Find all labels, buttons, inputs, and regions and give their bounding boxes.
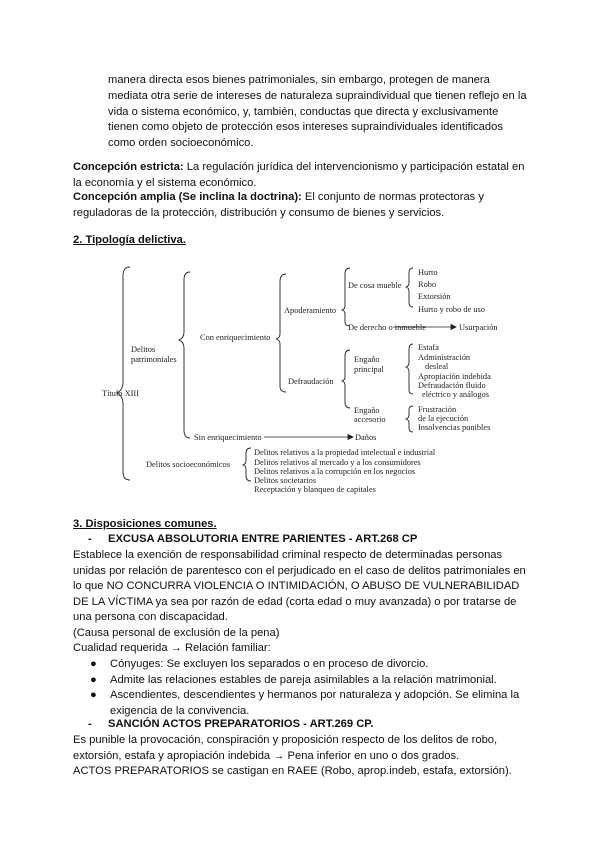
de-derecho-inmueble-label: De derecho o inmueble (348, 323, 426, 332)
excusa-line: Cualidad requerida → Relación familiar: (73, 642, 271, 654)
sancion-line: Es punible la provocación, conspiración y proposición respecto de los delitos de robo, (73, 734, 498, 746)
frustracion-label: Frustración (418, 405, 457, 414)
excusa-line: unidas por relación de parentesco con el perjudicado en el caso de delitos patrimoniales en (73, 564, 526, 577)
intro-line: mediata otra serie de intereses de naturaleza supraindividual que tienen reflejo en la (108, 89, 527, 102)
con-enriquecimiento-brace (276, 274, 286, 392)
list-item-text: Admite las relaciones estables de pareja asimilables a la relación matrimonial. (110, 673, 497, 686)
engano-accesorio-label: Engaño (354, 406, 380, 415)
apoderamiento-brace (342, 268, 350, 326)
excusa-subheading (88, 533, 417, 545)
list-item-text: Cónyuges: Se excluyen los separados o en proceso de divorcio. (110, 658, 429, 670)
excusa-bullet-list (88, 657, 528, 719)
concepcion-amplia-text: El conjunto de normas protectoras y (301, 191, 484, 203)
defraudacion-label: Defraudación (288, 377, 334, 386)
dash-marker: - (88, 533, 92, 545)
usurpacion-label: Usurpación (459, 323, 498, 332)
concepcion-estricta-label: Concepción estricta: (73, 161, 184, 173)
section-3-heading: 3. Disposiciones comunes. (73, 518, 217, 530)
danos-label: Daños (355, 433, 377, 442)
delitos-patrimoniales-label: patrimoniales (131, 355, 177, 364)
robo-label: Robo (418, 280, 437, 289)
excusa-line: DE LA VÍCTIMA ya sea por razón de edad (corta edad o muy avanzada) o por tratarse de (73, 595, 517, 608)
sancion-line: ACTOS PREPARATORIOS se castigan en RAEE (Robo, aprop.indeb, estafa, extorsión). (73, 765, 512, 777)
excusa-line: una persona con discapacidad. (73, 611, 228, 623)
dash-marker: - (88, 718, 92, 730)
frustracion-ejecucion-label: de la ejecución (418, 414, 469, 423)
socioeconomico-item: Delitos relativos al mercado y a los consumidores (254, 458, 421, 467)
intro-line: vida o sistema económico, y, también, conductas que directa y exclusivamente (108, 105, 499, 118)
engano-accesorio-brace (406, 406, 413, 432)
hurto-label: Hurto (418, 268, 438, 277)
concepcion-amplia-text: reguladoras de la protección, distribución y consumo de bienes y servicios. (73, 206, 445, 219)
socioeconomico-item: Receptación y blanqueo de capitales (254, 485, 376, 494)
danos-arrowhead (348, 435, 353, 440)
administracion-label: Administración (418, 353, 471, 362)
excusa-title: EXCUSA ABSOLUTORIA ENTRE PARIENTES - ART.268 CP (108, 533, 418, 545)
bullet-icon: ● (90, 673, 97, 686)
concepcion-amplia (73, 190, 533, 222)
socioeconomico-item: Delitos societarios (254, 476, 317, 485)
sancion-subheading (88, 718, 373, 730)
patrimoniales-brace (179, 272, 190, 438)
delitos-socioeconomicos-label: Delitos socioeconómicos (146, 460, 230, 469)
engano-principal-label: principal (354, 365, 384, 374)
concepcion-amplia-label: Concepción amplia (Se inclina la doctrina): (73, 191, 302, 203)
excusa-line: (Causa personal de exclusión de la pena) (73, 626, 280, 639)
engano-principal-label: Engaño (354, 355, 380, 364)
titulo-brace (117, 267, 130, 480)
intro-line: tienen como objeto de protección esos intereses supraindividuales identificados (108, 121, 503, 134)
cosa-mueble-brace (406, 268, 413, 307)
sin-enriquecimiento-label: Sin enriquecimiento (194, 433, 262, 442)
list-item (88, 673, 528, 689)
desleal-label: desleal (425, 362, 449, 371)
concepcion-estricta (73, 160, 533, 192)
intro-paragraph (108, 73, 528, 152)
excusa-line: lo que NO CONCURRA VIOLENCIA O INTIMIDACIÓN, O ABUSO DE VULNERABILIDAD (73, 580, 520, 592)
apoderamiento-label: Apoderamiento (284, 306, 337, 315)
defraudacion-fluido-label: Defraudación fluido (418, 381, 486, 390)
list-item-text: exigencia de la convivencia. (110, 704, 250, 717)
estafa-label: Estafa (418, 343, 439, 352)
socioeconomico-item: Delitos relativos a la corrupción en los negocios (254, 467, 416, 476)
sancion-line: extorsión, estafa y apropiación indebida → Pena inferior en uno o dos grados. (73, 749, 460, 762)
extorsion-label: Extorsión (418, 292, 451, 301)
de-cosa-mueble-label: De cosa mueble (348, 281, 402, 290)
excusa-line: Establece la exención de responsabilidad criminal respecto de determinadas personas (73, 549, 503, 561)
engano-principal-brace (406, 344, 413, 394)
defraudacion-brace (342, 350, 350, 408)
intro-line: como orden socioeconómico. (108, 137, 254, 150)
concepcion-estricta-text: La regulación jurídica del intervencionismo y participación estatal en (183, 161, 525, 173)
list-item-text: Ascendientes, descendientes y hermanos por naturaleza y adopción. Se elimina la (110, 689, 520, 701)
sancion-title: SANCIÓN ACTOS PREPARATORIOS - ART.269 CP. (108, 718, 374, 730)
titulo-xiii-label: Título XIII (102, 389, 139, 398)
list-item (88, 688, 528, 719)
hurto-robo-uso-label: Hurto y robo de uso (418, 305, 485, 314)
concepcion-estricta-text: la economía y el sistema económico. (73, 176, 257, 189)
insolvencias-label: Insolvencias punibles (418, 423, 491, 432)
delitos-patrimoniales-label: Delitos (131, 345, 156, 354)
bullet-icon: ● (90, 689, 97, 701)
list-item (88, 657, 528, 673)
con-enriquecimiento-label: Con enriquecimiento (200, 333, 271, 342)
socioeconomico-item: Delitos relativos a la propiedad intelectual e industrial (254, 448, 436, 457)
engano-accesorio-label: accesorio (354, 415, 386, 424)
apropiacion-indebida-label: Apropiación indebida (418, 372, 491, 381)
sancion-body (73, 733, 533, 780)
excusa-body (73, 548, 533, 657)
bullet-icon: ● (90, 658, 97, 670)
tipologia-diagram (102, 262, 528, 494)
intro-line: manera directa esos bienes patrimoniales, sin embargo, protegen de manera (108, 74, 490, 86)
usurpacion-arrowhead (451, 325, 456, 330)
section-2-heading: 2. Tipología delictiva. (73, 234, 186, 246)
socioeconomicos-brace (243, 448, 251, 481)
electrico-analogos-label: eléctrico y análogos (422, 390, 489, 399)
